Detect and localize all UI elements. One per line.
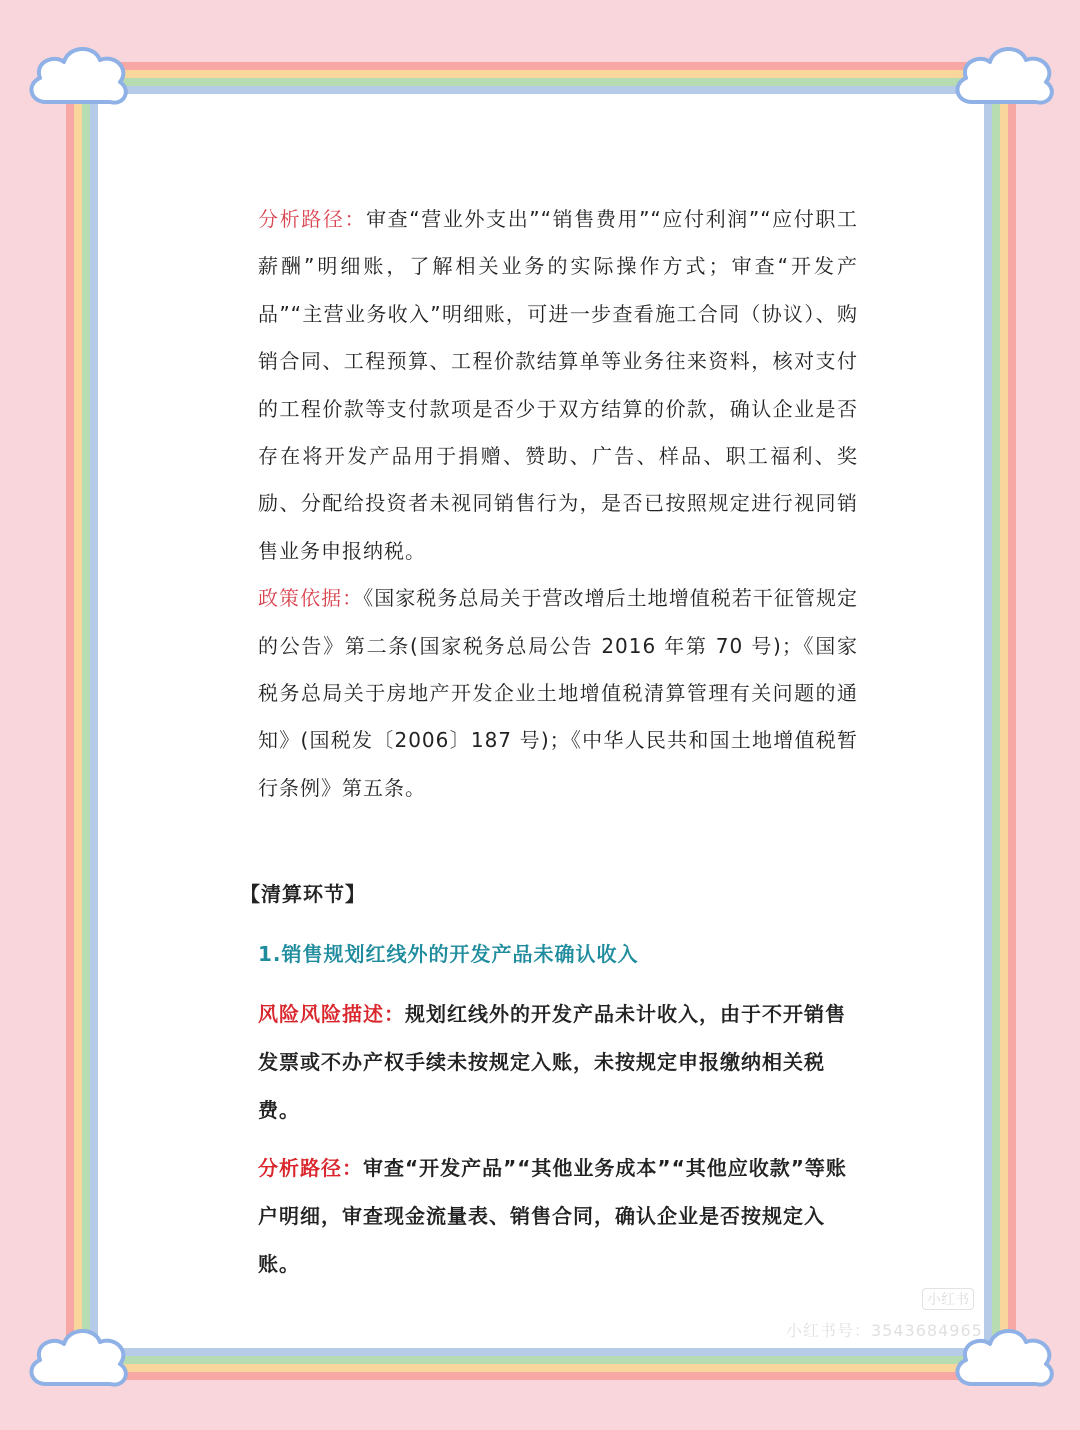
watermark-id: 小红书号：3543684965	[786, 1321, 983, 1340]
article-body	[258, 196, 858, 812]
policy-basis-paragraph	[258, 575, 858, 812]
analysis-path-text-2: 审查“开发产品”“其他业务成本”“其他应收款”等账户明细，审查现金流量表、销售合同，确认企业是否按规定入账。	[258, 1156, 847, 1276]
analysis-path-label: 分析路径：	[258, 207, 367, 231]
cloud-icon-top-right	[948, 36, 1060, 116]
analysis-path-text: 审查“营业外支出”“销售费用”“应付利润”“应付职工薪酬”明细账，了解相关业务的实际操作方式；审查“开发产品”“主营业务收入”明细账，可进一步查看施工合同（协议）、购销合同、工程预算、工程价款结算单等业务往来资料，核对支付的工程价款等支付款项是否少于双方结算的价款，确认企业是否存在将开发产品用于捐赠、赞助、广告、样品、职工福利、奖励、分配给投资者未视同销售行为，是否已按照规定进行视同销售业务申报纳税。	[258, 207, 859, 563]
analysis-path-label-2: 分析路径：	[258, 1156, 363, 1180]
analysis-path-paragraph	[258, 196, 858, 575]
cloud-icon-top-left	[22, 36, 134, 116]
analysis-path-paragraph-2	[258, 1144, 858, 1288]
policy-basis-label: 政策依据：	[258, 586, 364, 611]
risk-description-text: 规划红线外的开发产品未计收入，由于不开销售发票或不办产权手续未按规定入账，未按规定申报缴纳相关税费。	[258, 1002, 846, 1122]
watermark-logo: 小红书	[922, 1288, 974, 1310]
cloud-icon-bottom-left	[22, 1318, 134, 1398]
risk-description-label: 风险风险描述：	[258, 1002, 405, 1026]
sub-title: 1.销售规划红线外的开发产品未确认收入	[258, 942, 639, 966]
policy-basis-text: 《国家税务总局关于营改增后土地增值税若干征管规定的公告》第二条(国家税务总局公告 2016 年第 70 号)；《国家税务总局关于房地产开发企业土地增值税清算管理有关问题的通知》(国税发〔2006〕187 号)；《中华人民共和国土地增值税暂行条例》第五条。	[258, 586, 859, 800]
risk-description-paragraph	[258, 990, 858, 1134]
section-title: 【清算环节】	[240, 882, 366, 906]
